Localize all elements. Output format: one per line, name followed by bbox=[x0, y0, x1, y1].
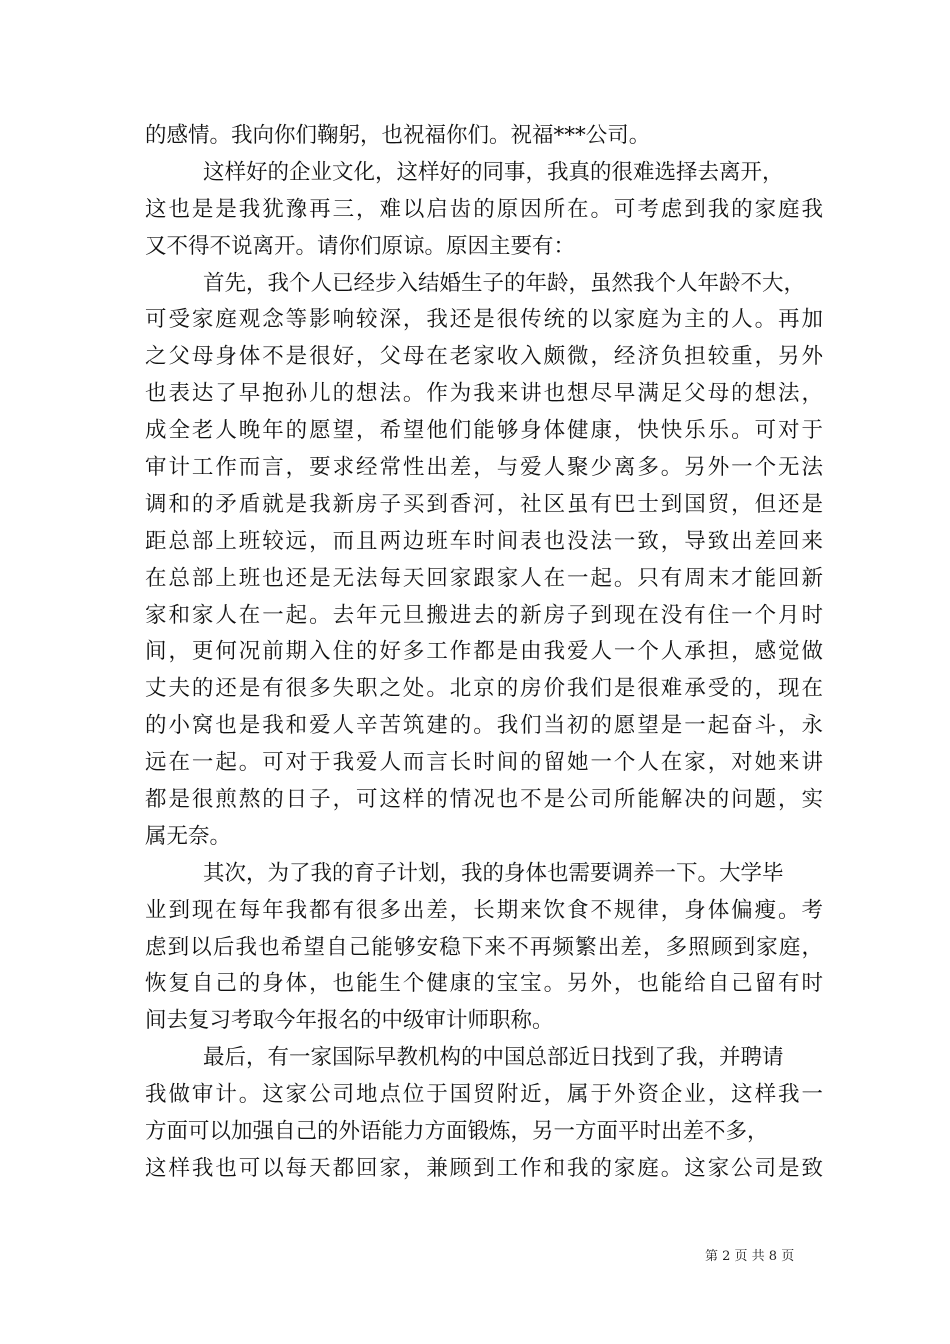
text-line: 属无奈。 bbox=[145, 823, 232, 849]
body-text bbox=[145, 118, 823, 1188]
text-line: 业到现在每年我都有很多出差，长期来饮食不规律，身体偏瘦。考 bbox=[145, 897, 823, 923]
text-line: 之父母身体不是很好，父母在老家收入颇微，经济负担较重，另外 bbox=[145, 344, 823, 370]
text-line: 这也是是我犹豫再三，难以启齿的原因所在。可考虑到我的家庭我 bbox=[145, 196, 823, 222]
text-line: 这样我也可以每天都回家，兼顾到工作和我的家庭。这家公司是致 bbox=[145, 1155, 823, 1181]
text-line: 的感情。我向你们鞠躬，也祝福你们。祝福***公司。 bbox=[145, 123, 651, 148]
text-line: 的小窝也是我和爱人辛苦筑建的。我们当初的愿望是一起奋斗，永 bbox=[145, 713, 823, 739]
page-number: 第 2 页 共 8 页 bbox=[705, 1249, 795, 1264]
text-line: 又不得不说离开。请你们原谅。原因主要有： bbox=[145, 233, 576, 259]
text-line: 间去复习考取今年报名的中级审计师职称。 bbox=[145, 1008, 554, 1034]
text-line: 家和家人在一起。去年元旦搬进去的新房子到现在没有住一个月时 bbox=[145, 602, 823, 628]
text-line: 远在一起。可对于我爱人而言长时间的留她一个人在家，对她来讲 bbox=[145, 750, 823, 776]
text-line: 这样好的企业文化，这样好的同事，我真的很难选择去离开， bbox=[203, 159, 784, 185]
text-line: 在总部上班也还是无法每天回家跟家人在一起。只有周末才能回新 bbox=[145, 565, 823, 591]
text-line: 间，更何况前期入住的好多工作都是由我爱人一个人承担，感觉做 bbox=[145, 639, 823, 665]
text-line: 最后，有一家国际早教机构的中国总部近日找到了我，并聘请 bbox=[203, 1045, 784, 1071]
text-line: 丈夫的还是有很多失职之处。北京的房价我们是很难承受的，现在 bbox=[145, 676, 823, 702]
text-line: 也表达了早抱孙儿的想法。作为我来讲也想尽早满足父母的想法， bbox=[145, 381, 823, 407]
text-line: 可受家庭观念等影响较深，我还是很传统的以家庭为主的人。再加 bbox=[145, 307, 823, 333]
text-line: 调和的矛盾就是我新房子买到香河，社区虽有巴士到国贸，但还是 bbox=[145, 491, 823, 517]
text-line: 恢复自己的身体，也能生个健康的宝宝。另外，也能给自己留有时 bbox=[145, 971, 823, 997]
text-line: 首先，我个人已经步入结婚生子的年龄，虽然我个人年龄不大， bbox=[203, 270, 806, 296]
text-line: 成全老人晚年的愿望，希望他们能够身体健康，快快乐乐。可对于 bbox=[145, 418, 823, 444]
text-line: 方面可以加强自己的外语能力方面锻炼，另一方面平时出差不多， bbox=[145, 1119, 769, 1145]
text-line: 虑到以后我也希望自己能够安稳下来不再频繁出差，多照顾到家庭， bbox=[145, 934, 823, 960]
text-line: 都是很煎熬的日子，可这样的情况也不是公司所能解决的问题，实 bbox=[145, 787, 823, 813]
text-line: 其次，为了我的育子计划，我的身体也需要调养一下。大学毕 bbox=[203, 860, 784, 886]
text-line: 审计工作而言，要求经常性出差，与爱人聚少离多。另外一个无法 bbox=[145, 455, 823, 481]
text-line: 距总部上班较远，而且两边班车时间表也没法一致，导致出差回来 bbox=[145, 528, 823, 554]
text-line: 我做审计。这家公司地点位于国贸附近，属于外资企业，这样我一 bbox=[145, 1082, 823, 1108]
